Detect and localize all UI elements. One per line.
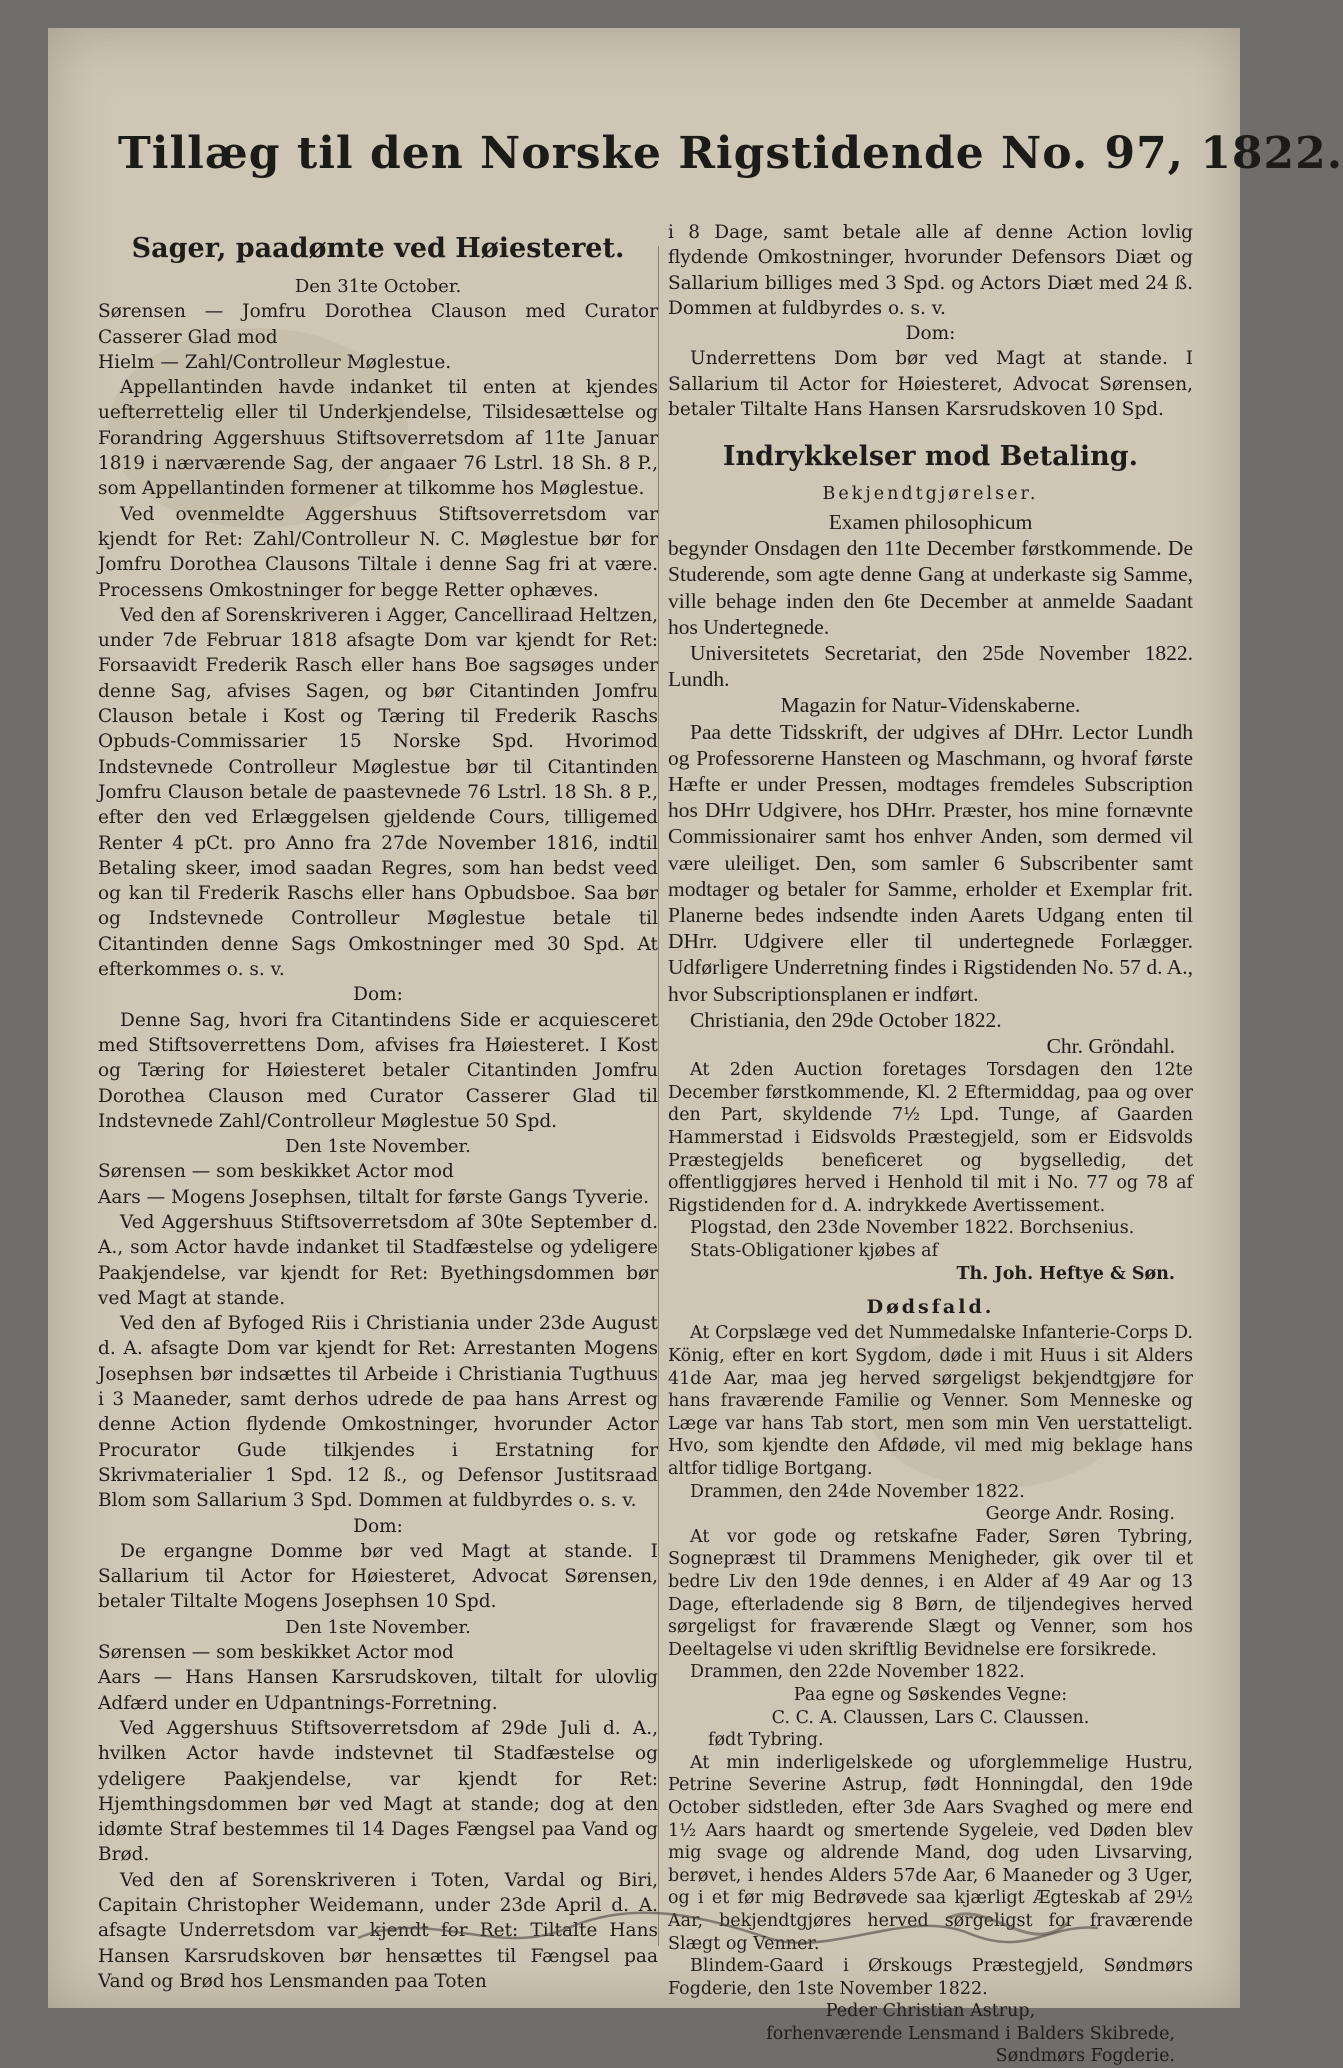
notice-paragraph: Paa dette Tidsskrift, der udgives af DHrr. Lector Lundh og Professorerne Hansteen og Maschmann, og hvoraf første Hæfte er under Pressen, modtages fremdeles Subscription hos DHrr Udgivere, hos DHrr. Præster, hos mine fornævnte Commissionairer samt hos enhver Anden, som dermed vil være uleiliget. Den, som samler 6 Subscribenter samt modtager og betaler for Samme, erholder et Exemplar frit. Planerne bedes indsendte inden Aarets Udgang enten til DHrr. Udgivere eller til undertegnede Forlægger. Udførligere Underretning findes i Rigstidenden No. 57 d. A., hvor Subscriptionsplanen er indført. [668,719,1193,1006]
date-line: Den 1ste November. [285,1136,471,1158]
party-line: Sørensen — som beskikket Actor mod [98,1642,454,1664]
notices-subtitle: Bekjendtgjørelser. [822,483,1039,504]
death-notice: At min inderligelskede og uforglemmelige Hustru, Petrine Severine Astrup, født Honningdal, den 19de October sidstleden, efter 3de Aars Svaghed og mere end 1½ Aars haardt og smertende Sygeleie, ved Døden blev mig svage og aldrende Mand, dog uden Livsarving, berøvet, i hendes Alders 57de Aar, 6 Maaneder og 3 Uger, og i et før mig Bedrøvede saa kjærligt Ægteskab af 29½ Aar, bekjendtgjøres herved sørgeligst for fraværende Slægt og Venner. [668,1752,1193,1954]
notice-signature: Universitetets Secretariat, den 25de November 1822. Lundh. [668,640,1193,692]
dom-heading: Dom: [905,323,956,345]
masthead-title: Tillæg til den Norske Rigstidende No. 97, 1822. [118,128,1343,179]
party-line: Aars — Hans Hansen Karsrudskoven, tiltalt for ulovlig Adfærd under en Udpantnings-Forretning. [98,1667,658,1714]
article-paragraph: Ved ovenmeldte Aggershuus Stiftsoverretsdom var kjendt for Ret: Zahl/Controlleur N. C. Møglestue bør for Jomfru Dorothea Clausons Tiltale i denne Sag fri at være. Processens Omkostninger for begge Retter ophæves. [98,503,658,601]
party-line: Sørensen — Jomfru Dorothea Clauson med Curator Casserer Glad mod [98,301,658,348]
deaths-title: Dødsfald. [866,1296,995,1319]
notice-signature: Peder Christian Astrup, [825,2001,1036,2022]
notice-title: Magazin for Natur-Videnskaberne. [780,693,1081,718]
right-column [668,220,1193,2068]
newspaper-page [48,28,1343,2067]
notice-line: Paa egne og Søskendes Vegne: [793,1684,1068,1705]
left-column [98,228,658,1994]
notice-title: Examen philosophicum [828,509,1033,534]
date-line: Den 1ste November. [285,1616,471,1638]
notice-place: Blindem-Gaard i Ørskougs Præstegjeld, Søndmørs Fogderie, den 1ste November 1822. [668,1956,1193,1999]
party-line: Hielm — Zahl/Controlleur Møglestue. [98,351,452,373]
handwritten-scribble [348,1868,1108,1988]
notice-date: Drammen, den 22de November 1822. [690,1662,1025,1683]
notice-signature: Chr. Gröndahl. [1046,1034,1175,1059]
article-paragraph: Ved den af Byfoged Riis i Christiania under 23de August d. A. afsagte Dom var kjendt for Ret: Arrestanten Mogens Josephsen bør indsættes til Arbeide i Christiania Tugthuus i 3 Maaneder, samt derhos udrede de paa hans Arrest og denne Action flydende Omkostninger, hvorunder Actor Procurator Gude tilkjendes i Erstatning for Skrivmaterialier 1 Spd. 12 ß., og Defensor Justitsraad Blom som Sallarium 3 Spd. Dommen at fuldbyrdes o. s. v. [98,1313,658,1512]
date-line: Den 31te October. [294,276,462,297]
notice-subsignature: født Tybring. [708,1730,824,1751]
death-notice: At vor gode og retskafne Fader, Søren Tybring, Sognepræst til Drammens Menigheder, gik over til et bedre Liv den 19de dennes, i en Alder af 49 Aar og 13 Dage, efterladende sig 8 Børn, de tiljendegives herved sørgeligst for fraværende Slægt og Venner, som hos Deeltagelse vi uden skriftlig Bevidnelse ere forsikrede. [668,1526,1193,1660]
notice-date: Christiania, den 29de October 1822. [690,1007,1002,1032]
section-title: Sager, paadømte ved Høiesteret. [131,233,625,264]
column-divider [658,246,659,1946]
dom-heading: Dom: [353,1515,403,1537]
notice-date: Drammen, den 24de November 1822. [690,1481,1025,1502]
notice-paragraph: Stats-Obligationer kjøbes af [690,1240,939,1261]
death-notice: At Corpslæge ved det Nummedalske Infanterie-Corps D. König, efter en kort Sygdom, døde i mit Huus i sit Alders 41de Aar, maa jeg herved sørgeligst bekjendtgjøre for hans fraværende Familie og Venner. Som Menneske og Læge var hans Tab stort, men som min Ven uerstatteligt. Hvo, som kjendte den Afdøde, vil med mig beklage hans altfor tidlige Bortgang. [668,1323,1193,1480]
notice-signature: C. C. A. Claussen, Lars C. Claussen. [771,1707,1090,1728]
party-line: Aars — Mogens Josephsen, tiltalt for første Gangs Tyverie. [98,1186,649,1208]
dom-heading: Dom: [353,984,403,1006]
article-paragraph: Ved Aggershuus Stiftsoverretsdom af 30te September d. A., som Actor havde indanket til Stadfæstelse og ydeligere Paakjendelse, var kjendt for Ret: Byethingsdommen bør ved Magt at stande. [98,1211,658,1309]
notice-date: Plogstad, den 23de November 1822. Borchsenius. [690,1218,1135,1239]
article-paragraph: Ved den af Sorenskriveren i Agger, Cancelliraad Heltzen, under 7de Februar 1818 afsagte Dom var kjendt for Ret: Forsaavidt Frederik Rasch eller hans Boe sagsøges under denne Sag, afvises Sagen, og bør Citantinden Jomfru Clauson betale i Kost og Tæring til Frederik Raschs Opbuds-Commissarier 15 Norske Spd. Hvorimod Indstevnede Controlleur Møglestue bør til Citantinden Jomfru Clauson betale de paastevnede 76 Lstrl. 18 Sh. 8 P., efter den ved Erlæggelsen gjeldende Cours, tilligemed Renter 4 pCt. pro Anno fra 27de November 1816, indtil Betaling skeer, imod saadan Regres, som han bedst veed og kan til Frederik Raschs eller hans Opbudsboe. Saa bør og Indstevnede Controlleur Møglestue betale til Citantinden denne Sags Omkostninger med 30 Spd. At efterkommes o. s. v. [98,604,658,981]
article-paragraph: De ergangne Domme bør ved Magt at stande. I Sallarium til Actor for Høiesteret, Advocat Sørensen, betaler Tiltalte Mogens Josephsen 10 Spd. [98,1540,658,1613]
notice-signature: Th. Joh. Heftye & Søn. [956,1263,1175,1284]
notice-subsignature: Søndmørs Fogderie. [995,2046,1175,2067]
notice-signature: George Andr. Rosing. [985,1504,1175,1525]
article-paragraph: Ved den af Sorenskriveren i Toten, Vardal og Biri, Capitain Christopher Weidemann, under 23de April d. A. afsagte Underretsdom var kjendt for Ret: Tiltalte Hans Hansen Karsrudskoven bør hensættes til Fængsel paa Vand og Brød hos Lensmanden paa Toten [98,1869,658,1992]
notice-paragraph: At 2den Auction foretages Torsdagen den 12te December førstkommende, Kl. 2 Eftermiddag, paa og over den Part, skyldende 7½ Lpd. Tunge, af Gaarden Hammerstad i Eidsvolds Præstegjeld, som er Eidsvolds Præstegjelds beneficeret og bygselledig, det offentliggjøres herved i Henhold til mit i No. 77 og 78 af Rigstidenden for d. A. indrykkede Avertissement. [668,1060,1193,1216]
article-paragraph: Ved Aggershuus Stiftsoverretsdom af 29de Juli d. A., hvilken Actor havde indstevnet til Stadfæstelse og ydeligere Paakjendelse, var kjendt for Ret: Hjemthingsdommen bør ved Magt at stande; dog at den idømte Straf bestemmes til 14 Dages Fængsel paa Vand og Brød. [98,1717,658,1866]
article-paragraph: i 8 Dage, samt betale alle af denne Action lovlig flydende Omkostninger, hvorunder Defensors Diæt og Sallarium billiges med 3 Spd. og Actors Diæt med 24 ß. Dommen at fuldbyrdes o. s. v. [668,222,1193,319]
notice-paragraph: begynder Onsdagen den 11te December førstkommende. De Studerende, som agte denne Gang at underkaste sig Samme, ville behage inden den 6te December at anmelde Saadant hos Undertegnede. [668,536,1193,639]
article-paragraph: Appellantinden havde indanket til enten at kjendes uefterrettelig eller til Underkjendelse, Tilsidesættelse og Forandring Aggershuus Stiftsoverretsdom af 11te Januar 1819 i nærværende Sag, der angaaer 76 Lstrl. 18 Sh. 8 P., som Appellantinden formener at tilkomme hos Møglestue. [98,377,658,500]
party-line: Sørensen — som beskikket Actor mod [98,1161,454,1183]
article-paragraph: Denne Sag, hvori fra Citantindens Side er acquiesceret med Stiftsoverrettens Dom, afvises fra Høiesteret. I Kost og Tæring for Høiesteret betaler Citantinden Jomfru Dorothea Clauson med Curator Casserer Glad til Indstevnede Zahl/Controlleur Møglestue 50 Spd. [98,1009,658,1132]
notice-subsignature: forhenværende Lensmand i Balders Skibrede, [766,2023,1175,2044]
ads-section-title: Indrykkelser mod Betaling. [722,441,1139,473]
article-paragraph: Underrettens Dom bør ved Magt at stande. I Sallarium til Actor for Høiesteret, Advocat Sørensen, betaler Tiltalte Hans Hansen Karsrudskoven 10 Spd. [668,348,1193,421]
